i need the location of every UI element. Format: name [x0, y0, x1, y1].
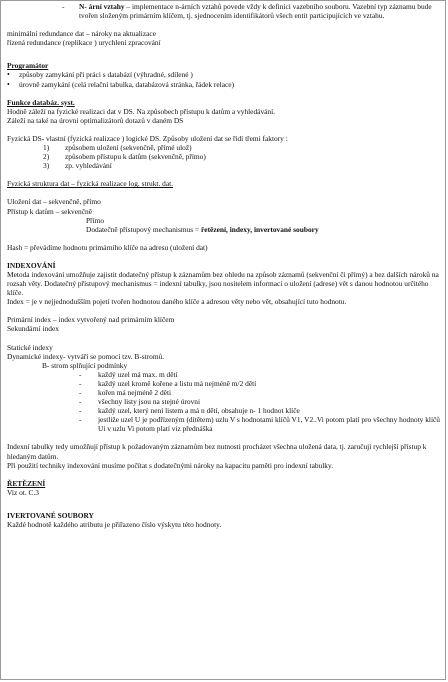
inverted-heading: IVERTOVANÉ SOUBORY [7, 510, 94, 520]
access-line: Přístup k datům – sekvenčně [7, 206, 92, 216]
dash-marker: - [79, 415, 82, 425]
numbered-item: 1) způsobem uložení (sekvenčně, přímé ulož) [43, 143, 192, 153]
dash-marker: - [79, 406, 82, 416]
dash-marker: - [79, 378, 82, 388]
index-closing-2: Při použití techniky indexování musíme počítat s dodatečnými nároky na kapacitu paměti pro indexní tabulky. [7, 460, 334, 470]
bullet-marker: • [7, 79, 10, 89]
indexing-heading: INDEXOVÁNÍ [7, 260, 56, 270]
chaining-text: Viz ot. C.3 [7, 487, 39, 497]
access-mechanism: Dodatečně přístupový mechanismus = řetězení, indexy, invertované soubory [86, 224, 319, 234]
dash-marker: - [79, 397, 82, 407]
secondary-index-line: Sekundární index [7, 324, 59, 334]
dash-marker: - [79, 369, 82, 379]
access-direct: Přímo [86, 215, 105, 225]
btree-condition: - každý uzel má max. m dětí [79, 369, 178, 379]
dash-marker: - [79, 388, 82, 397]
numbered-item: 3) zp. vyhledávání [43, 161, 112, 171]
physical-structure-line: Fyzická struktura dat – fyzická realizace log. strukt. dat. [7, 179, 174, 189]
physical-para: Fyzická DS- vlastní (fyzická realizace ) logické DS. Způsoby uložení dat se řídí třemi faktory : [7, 133, 288, 143]
bullet-item: • způsoby zamykání při práci s databází (výhradné, sdílené ) [7, 70, 193, 80]
btree-condition: - jestliže uzel U je podřízeným (dítětem) uzlu V s hodnotami klíčů V1, V2..Vi potom platí pro všechny hodnoty klíčů Ui v uzlu Vi potom platí viz přednáška [79, 415, 440, 434]
btree-line: B- strom splňující podmínky [42, 360, 128, 370]
numbered-item: 2) způsobem přístupu k datům (sekvenčně, přímo) [43, 152, 206, 162]
bullet-marker: • [7, 70, 10, 80]
inverted-text: Každé hodnotě každého atributu je přiřazeno číslo výskytu této hodnoty. [7, 520, 222, 530]
list-item-nary-relations [7, 2, 440, 20]
btree-condition: - každý uzel kromě kořene a listu má nejméně m/2 dětí [79, 378, 257, 388]
indexing-para-1: Metoda indexování umožňuje zajistit dodatečný přístup k záznamům bez ohledu na způsob záznamů (sekvenční či přímý) a bez dalších nároků na rozsah věty. Dodatečný přístupový mechanismus = indexní tabulky, jsou nositelem informací o uložení (adrese) vět s danou hodnotou určitého klíče. [7, 269, 439, 298]
static-index-line: Statické indexy [7, 342, 53, 352]
programator-heading: Programátor [7, 61, 49, 71]
btree-condition: - všechny listy jsou na stejné úrovni [79, 397, 201, 407]
list-item-text [79, 2, 440, 20]
hash-line: Hash = převádíme hodnotu primárního klíče na adresu (uložení dat) [7, 242, 208, 252]
functions-heading: Funkce databáz. syst. [7, 97, 75, 107]
physical-line-2: Záleží na také na úrovni optimalizátorů dotazů v daném DS [7, 115, 184, 125]
redundancy-line-2: řízená redundance (replikace ) urychlení zpracování [7, 38, 161, 48]
term-nary-desc: – implementace n-árních vztahů povede vždy k definici vazebního souboru. Vazební typ záznamu bude tvořen složeným primárním klíčem, tj. sjednocením identifikátorů všech entit participujících ve vztahu. [79, 2, 432, 21]
storage-line: Uložení dat – sekvenčně, přímo [7, 197, 101, 207]
index-closing-1: Indexní tabulky tedy umožňují přístup k požadovaným záznamům bez nutnosti procházet všechna uložená data, tj. zaručují rychlejší přístup k hledaným datům. [7, 442, 427, 461]
btree-condition: - každý uzel, který není listem a má n dětí, obsahuje n- 1 hodnot klíče [79, 406, 300, 416]
chaining-heading: ŘETĚZENÍ [7, 478, 46, 488]
btree-condition: - kořen má nejméně 2 děti [79, 388, 172, 397]
primary-index-line: Primární index – index vytvořený nad primárním klíčem [7, 315, 175, 325]
dash-marker: - [62, 2, 65, 11]
redundancy-line-1: minimální redundance dat – nároky na aktualizace [7, 29, 156, 39]
physical-line-1: Hodně záleží na fyzické realizaci dat v DS. Na způsobech přístupu k datům a vyhledávání. [7, 106, 276, 116]
indexing-para-2: Index = je v nejjednodušším pojetí tvořen hodnotou daného klíče a adresou věty nebo vět, obsahující tuto hodnotu. [7, 297, 347, 307]
dynamic-index-line: Dynamické indexy- vytváří se pomocí tzv. B-stromů. [7, 351, 165, 361]
bullet-item: • úrovně zamykání (celá relační tabulka, databázová stránka, řádek relace) [7, 79, 235, 89]
term-nary: N- ární vztahy [79, 2, 125, 11]
